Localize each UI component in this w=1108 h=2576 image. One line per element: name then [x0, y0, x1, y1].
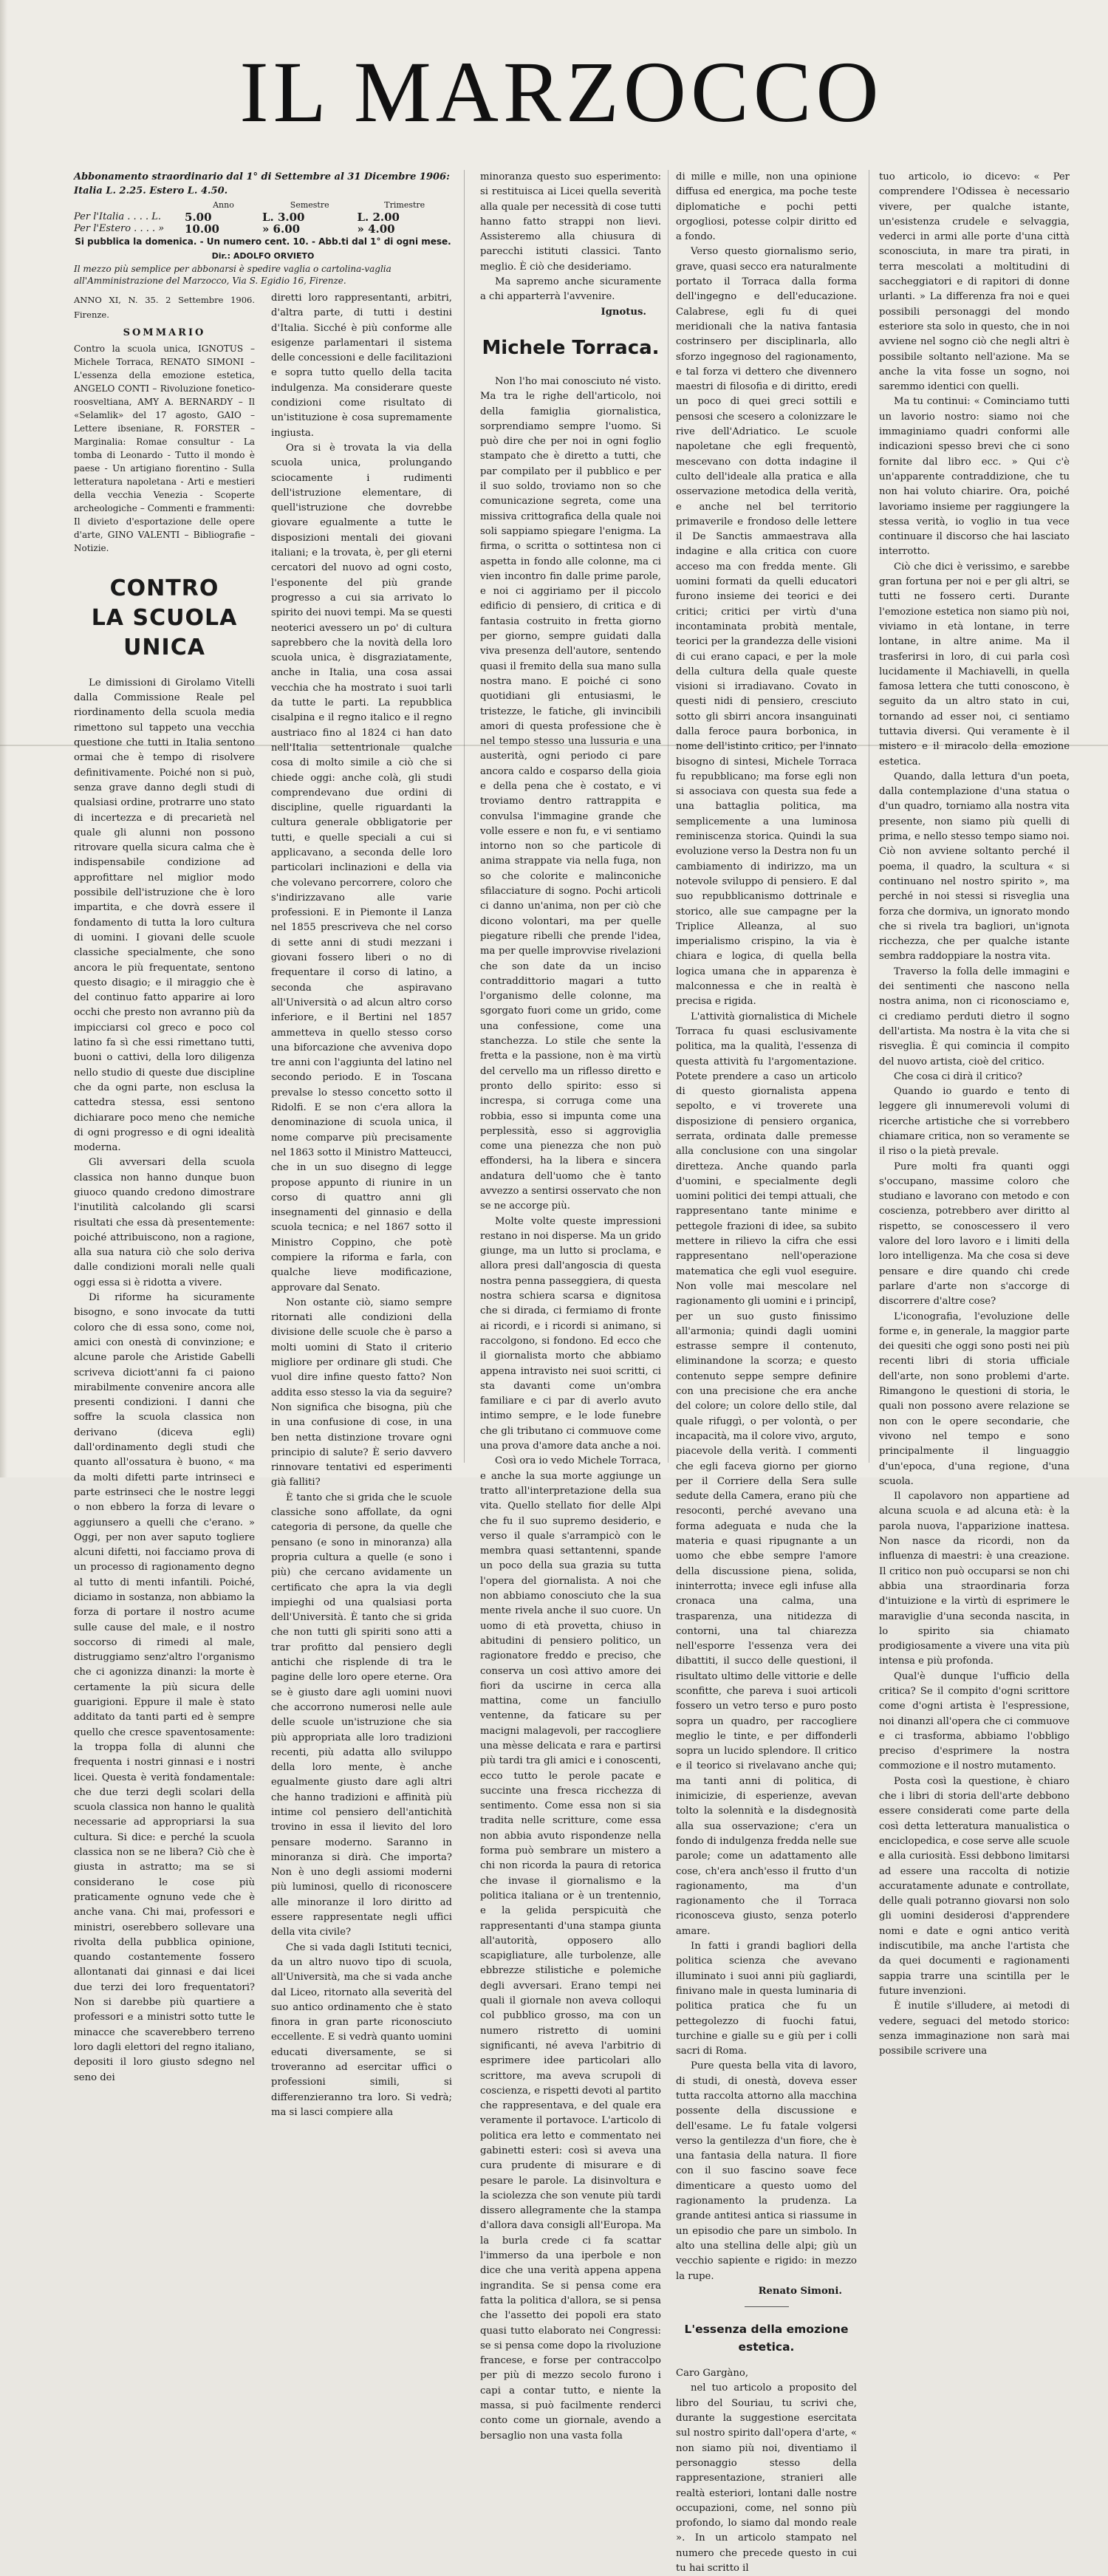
paragraph: nel tuo articolo a proposito del libro del Souriau, tu scrivi che, durante la suggestione esercitata sul nostro spirito dall'opera d'arte, « non siamo più noi, diventiamo il personaggio stesso della rappresentazione, stranieri alle realtà esteriori, lontani dalle nostre occupazioni, come, nel sonno più profondo, lo siamo dal mondo reale ». In un articolo stampato nel numero che precede questo in cui tu hai scritto il — [676, 2382, 857, 2575]
rate-label: Per l'Estero . . . . » — [74, 223, 165, 234]
column-3 — [480, 170, 661, 2442]
paragraph: Quando, dalla lettura d'un poeta, dalla contemplazione d'una statua o d'un quadro, torniamo alla nostra vita presente, non siamo più quelli di prima, e nello stesso tempo siamo noi. Ciò non avviene soltanto perché il poema, il quadro, la scultura « si continuano nel nostro spirito », ma perché in noi stessi si risveglia una forza che dormiva, un ignorato mondo che si rivela tra bagliori, un'ignota ricchezza, che per qualche istante sembra raddoppiare la nostra vita. — [879, 771, 1070, 963]
column-2 — [271, 291, 452, 2118]
paragraph: Ma sapremo anche sicuramente a chi apparterrà l'avvenire. — [480, 276, 661, 303]
column-1 — [74, 290, 255, 2083]
paragraph: L'attività giornalistica di Michele Torraca fu quasi esclusivamente politica, ma la qualità, l'essenza di questa attività fu l'argomentazione. Potete prendere a caso un articolo di questo giornalista appena sepolto, e vi troverete una disposizione di pensiero organica, serrata, ordinata dalle premesse alla conclusione con una singolar diretteza. Anche quando parla d'uomini, e specialmente degli uomini politici dei tempi attuali, che rappresentano tante minime e pettegole frazioni di idee, sa subito mettere in rilievo la cifra che essi rappresentano nell'operazione matematica che egli vuol eseguire. Non volle mai mescolare nel ragionamento gli uomini e i principî, per un suo gusto finissimo all'armonia; quindi dagli uomini estrasse sempre il contenuto, eliminandone la scorza; e questo contenuto seppe sempre definire con una precisione che era anche del colore; un colore dello stile, dal quale rifuggì, o per volontà, o per incapacità, ma il colore vivo, arguto, piacevole della verità. I commenti che egli faceva giorno per giorno per il Corriere della Sera sulle sedute della Camera, erano più che resoconti, perché avevano una forma adeguata e nuda che la materia e quasi ripugnante a un uomo che ebbe sempre l'amore della discussione piena, solida, ininterrotta; invece egli infuse alla cronaca una calma, una trasparenza, una nitidezza di contorni, una tal chiarezza nell'esporre l'essenza vera dei dibattiti, il succo delle questioni, il risultato ultimo delle vittorie e delle sconfitte, che pareva i suoi articoli fossero un vetro terso e puro posto sopra un quadro, per raccogliere meglio le tinte, e per diffonderli sopra un lucido splendore. Il critico e il teorico si rivelavano anche qui; ma tanti anni di politica, di inimicizie, di esperienze, avevan tolto la solennità e la disdegnosità alla sua osservazione; c'era un fondo di indulgenza fredda nelle sue parole; come un adattamento alle cose, ch'era anch'esso il frutto d'un ragionamento, ma d'un ragionamento che il Torraca riconosceva giusto, senza poterlo amare. — [676, 1011, 857, 1937]
dateline: ANNO XI, N. 35. 2 Settembre 1906. Firenze. — [74, 295, 255, 321]
publication-info: Si pubblica la domenica. - Un numero cent. 10. - Abb.ti dal 1° di ogni mese. — [75, 236, 451, 247]
article-title: Michele Torraca. — [482, 336, 660, 359]
signature: Renato Simoni. — [758, 2285, 842, 2297]
paragraph: tuo articolo, io dicevo: « Per comprendere l'Odissea è necessario vivere, per qualche istante, un'esistenza crudele e selvaggia, vederci in armi alle porte d'una città sconosciuta, in mare tra pirati, in terra mescolati a moltitudini di saccheggiatori e di rapitori di donne urlanti. » La differenza fra noi e quei possibili personaggi del mondo esteriore sta solo in questo, che in noi avviene nel sogno ciò che negli altri è possibile soltanto nell'azione. Ma se anche la vita fosse un sogno, noi saremmo identici con quelli. — [879, 171, 1070, 393]
col-header: Semestre — [290, 200, 329, 210]
paragraph: di mille e mille, non una opinione diffusa ed energica, ma poche teste diplomatiche e pochi petti orgogliosi, potesse colpir diritto ed a fondo. — [676, 171, 857, 243]
rate-label: Per l'Italia . . . . L. — [74, 211, 162, 222]
director-line: Dir.: ADOLFO ORVIETO — [211, 251, 315, 261]
paragraph: Non ostante ciò, siamo sempre ritornati alle condizioni della divisione delle scuole che è parso a molti uomini di Stato il criterio migliore per ordinare gli studi. Che vuol dire infine questo fatto? Non addita esso stesso la via da seguire? Non significa che bisogna, più che in una confusione di cose, in una ben netta distinzione trovare ogni principio di salute? È serio davvero rinnovare tentativi ed esperimenti già falliti? — [271, 1296, 452, 1489]
paragraph: Pure molti fra quanti oggi s'occupano, massime coloro che studiano e lavorano con metodo e con coscienza, potrebbero aver diritto al rispetto, se conoscessero il vero valore del loro lavoro e i limiti della loro intelligenza. Ma che cosa si deve pensare e dire quando chi crede parlare d'arte non s'accorge di discorrere d'altre cose? — [879, 1161, 1070, 1308]
paragraph: L'iconografia, l'evoluzione delle forme e, in generale, la maggior parte dei quesiti che oggi sono posti nei più recenti libri di storia ufficiale dell'arte, non sono problemi d'arte. Rimangono le questioni di storia, le quali non possono avere relazione se non con le opere secondarie, che vivono nel tempo e sono principalmente il linguaggio d'un'epoca, d'una regione, d'una scuola. — [879, 1311, 1070, 1487]
paragraph: Molte volte queste impressioni restano in noi disperse. Ma un grido giunge, ma un lutto si proclama, e allora presi dall'angoscia di questa nostra penna passeggiera, di questa nostra schiera scarsa e dignitosa che si dirada, ci fermiamo di fronte ai ricordi, e i ricordi si animano, si raccolgono, si fondono. Ed ecco che il giornalista morto che abbiamo appena intravisto nei suoi scritti, ci sta davanti come un'ombra familiare e ci par di averlo avuto intimo sempre, e le lode funebre che gli tributano ci commuove come una prova d'amore data anche a noi. — [480, 1215, 661, 1452]
subscription-note: Il mezzo più semplice per abbonarsi è spedire vaglia o cartolina-vaglia all'Amministrazione del Marzocco, Via S. Egidio 16, Firenze. — [74, 264, 391, 286]
paragraph: Qual'è dunque l'ufficio della critica? Se il compito d'ogni scrittore come d'ogni artista è l'espressione, noi dinanzi all'opera che ci commuove e ci trasforma, abbiamo l'obbligo preciso d'esprimere la nostra commozione e il nostro mutamento. — [879, 1670, 1070, 1772]
paragraph: Non l'ho mai conosciuto né visto. Ma tra le righe dell'articolo, noi della famiglia giornalistica, sorprendiamo sempre l'uomo. Si può dire che per noi in ogni foglio stampato che è diretto a tutti, che par compilato per il pubblico e per il suo soldo, troviamo non so che comunicazione segreta, come una missiva crittografica della quale noi soli sappiamo spiegare l'enigma. La firma, o scritta o sottintesa non ci aspetta in fondo alle colonne, ma ci vien incontro fin dalle prime parole, e noi ci aggiriamo per il piccolo edificio di pensiero, di critica e di fantasia costruito in fretta giorno per giorno, sempre guidati dalla viva presenza dell'autore, sentendo quasi il fremito della sua mano sulla nostra mano. E poiché ci sono quotidiani gli entusiasmi, le tristezze, le fatiche, gli invincibili amori di questa professione che è nel tempo stesso una lussuria e una austerità, ogni periodo ci pare ancora caldo e cosparso della gioia e della pena che è costato, e vi troviamo dentro rattrappita e convulsa l'immagine grande che volle essere e non fu, e vi sentiamo intorno non so che particole di anima strappate via nella fuga, non so che colorite e malinconiche sfilacciature di sogno. Pochi articoli ci danno un'anima, non per ciò che dicono volontari, ma per quelle piegature ribelli che prende l'idea, ma per quelle improvvise rivelazioni che son date da un inciso contraddittorio magari a tutto l'organismo delle colonne, ma sgorgato fuori come un grido, come una confessione, come una stanchezza. Lo stile che sente la fretta e la passione, non è ma virtù del cervello ma un riflesso diretto e pronto dello spirito: esso si increspa, si corruga come una robbia, esso si impunta come una perplessità, esso si aggroviglia come una pienezza che non può effondersi, ha la libera e sincera andatura dell'uomo che è tanto avvezzo a sentirsi osservato che non se ne accorge più. — [480, 375, 661, 1212]
masthead: IL MARZOCCO — [239, 44, 883, 140]
paragraph: Pure questa bella vita di lavoro, di studi, di onestà, doveva esser tutta raccolta attorno alla macchina possente della discussione e dell'esame. Le fu fatale volgersi verso la gentilezza d'un fiore, che è una fantasia della natura. Il fiore con il suo fascino soave fece dimenticare a questo uomo del ragionamento la prudenza. La grande antitesi antica si riassume in un episodio che pare un simbolo. In alto una stellina delle alpi; giù un vecchio sapiente e rigido: in mezzo la rupe. — [676, 2060, 857, 2282]
rate-anno: 10.00 — [185, 222, 219, 236]
paragraph: In fatti i grandi bagliori della politica scienza che avevano illuminato i suoi anni più gagliardi, finivano male in questa luminaria di politica pratica che fu un pettegolezzo di fuochi fatui, turchine e gialle su e giù per i colli sacri di Roma. — [676, 1941, 857, 2057]
paragraph: Ciò che dici è verissimo, e sarebbe gran fortuna per noi e per gli altri, se tutti ne fossero certi. Durante l'emozione estetica non siamo più noi, viviamo in età lontane, in terre lontane, in altre anime. Ma il trasferirsi in loro, di cui parla così lucidamente il Machiavelli, in quella famosa lettera che tutti conoscono, è seguito da un altro stato in cui, tornando ad esser noi, ci sentiamo tuttavia diversi. Qui veramente è il mistero e il miracolo della emozione estetica. — [879, 561, 1070, 768]
article-title — [74, 574, 255, 663]
paragraph: Gli avversari della scuola classica non hanno dunque buon giuoco quando credono dimostrare l'inutilità calcolando gli scarsi risultati che essa dà presentemente: poiché attribuiscono, non a ragione, alla sua natura ciò che solo deriva dalle condizioni morali nelle quali oggi essa si è ridotta a vivere. — [74, 1157, 255, 1288]
paragraph: Così ora io vedo Michele Torraca, e anche la sua morte aggiunge un tratto all'interpretazione della sua vita. Quello stellato fior delle Alpi che fu il suo supremo desiderio, e verso il quale s'arrampicò con le membra quasi settantenni, spande un poco della sua grazia su tutta l'opera del giornalista. A noi che non abbiamo conosciuto che la sua mente rivela anche il suo cuore. Un uomo di età provetta, chiuso in abitudini di pensiero politico, un ragionatore freddo e preciso, che conserva un così attivo amore dei fiori da uscirne in cerca alla mattina, come un fanciullo ventenne, da faticare su per macigni malagevoli, per raccogliere una mèsse delicata e rara e partirsi più tardi tra gli amici e i conoscenti, ecco tutto le perole pacate e succinte una fresca ricchezza di sentimento. Come essa non si sia tradita nelle scritture, come essa non abbia avuto rispondenze nella forma può sembrare un mistero a chi non ricorda la paura di retorica che invase il giornalismo e la politica italiana or è un trentennio, e la gelida perspicuità che rappresentanti d'una stampa giunta all'autorità, opposero allo scapigliature, alle turbolenze, alle ebbrezze stilistiche e polemiche degli avversari. Erano tempi nei quali il giornale non aveva colloqui col pubblico grosso, ma con un numero ristretto di uomini significanti, né aveva l'arbitrio di esprimere idee particolari allo scrittore, ma aveva scrupoli di coscienza, e rispetti devoti al partito che rappresentava, e del quale era veramente il portavoce. L'articolo di politica era letto e commentato nei gabinetti esteri: così si aveva una cura prudente di misurare e di pesare le parole. La disinvoltura e la sciolezza che son venute più tardi dissero allegramente che la stampa d'allora dava consigli all'Europa. Ma la burla crede ci fa scattar l'immerso da una iperbole e non dice che una verità appena appena ingrandita. Se si pensa come era fatta la politica d'allora, se si pensa che l'assetto dei popoli era stato quasi tutto elaborato nei Congressi: se si pensa come dopo la rivoluzione francese, e forse per contraccolpo per più di mezzo secolo furono i capi a contar tutto, e niente la massa, si può facilmente renderci conto come un giornale, avendo a bersaglio non una vasta folla — [480, 1455, 661, 2442]
rate-semestre: L. 3.00 — [261, 211, 305, 224]
paragraph: Di riforme ha sicuramente bisogno, e sono invocate da tutti coloro che di essa sono, come noi, amici con onestà di convinzione; e alcune parole che Aristide Gabelli scriveva diciott'anni fa ci paiono mirabilmente convenire ancora alle presenti condizioni. I danni che soffre la scuola classica non derivano (diceva egli) dall'ordinamento degli studi che quanto all'ossatura è buono, « ma da molti difetti parte intrinseci e parte estrinseci che le nostre leggi o non ebbero la forza di levare o aggiunsero a quelli che c'erano. » Oggi, per non aver saputo togliere alcuni difetti, noi facciamo prova di un processo di ragionamento degno al tutto di menti infantili. Poiché, diciamo in sostanza, non abbiamo la forza di portare il nostro acume sulle cause del male, e il nostro soccorso di rimedi al male, distruggiamo senz'altro l'organismo che ci agonizza dinanzi: la morte è certamente la più sicura delle guarigioni. Eppure il male è stato additato da tanti parti ed è sempre quello che cresce spaventosamente: la troppa folla di alunni che frequenta i nostri ginnasi e i nostri licei. Questa è verità fondamentale: che due terzi degli scolari della scuola classica non hanno le qualità necessarie ad appropriarsi la sua cultura. Si dice: e perché la scuola classica non se ne libera? Ciò che è giusta in astratto; ma se si considerano le cose più praticamente ognuno vede che è anche vana. Chi mai, professori e ministri, oserebbero sollevare una rivolta della pubblica opinione, quando costantemente fossero allontanati dai ginnasi e dai licei due terzi dei loro frequentatori? Non si darebbe più quartiere a professori e a ministri sotto tutte le minacce che scaverebbero terreno loro dagli elettori del regno italiano, depositi il loro giusto sdegno nel seno dei — [74, 1292, 255, 2083]
paragraph: Posta così la questione, è chiaro che i libri di storia dell'arte debbono essere considerati come parte della così detta letteratura manualistica o enciclopedica, e cose serve alle scuole e alla curiosità. Essi debbono limitarsi ad essere una raccolta di notizie accuratamente adunate e controllate, delle quali potranno giovarsi non solo gli uomini desiderosi d'apprendere nomi e date e ogni antico verità indiscutibile, ma anche l'artista che da quei documenti e ragionamenti sappia trarre una scintilla per le future invenzioni. — [879, 1775, 1070, 1997]
column-4 — [676, 170, 857, 2575]
paragraph: Che si vada dagli Istituti tecnici, da un altro nuovo tipo di scuola, all'Università, ma che si vada anche dal Liceo, ritornato alla severità del suo antico ordinamento che è stato finora in gran parte riconosciuto eccellente. E si vedrà quanto uomini educati diversamente, se si troveranno ad esercitar uffici o professioni simili, si differenzieranno tra loro. Si vedrà; ma si lasci compiere alla — [271, 1941, 452, 2118]
column-5 — [879, 170, 1070, 2057]
paragraph: minoranza questo suo esperimento: si restituisca ai Licei quella severità alla quale per necessità di cose tutti hanno fatto strappi non lievi. Assisteremo alla chiusura di parecchi istituti classici. Tanto meglio. È ciò che desideriamo. — [480, 171, 661, 273]
rate-trimestre: » 4.00 — [357, 222, 395, 236]
title-line: LA SCUOLA UNICA — [91, 604, 238, 660]
paragraph: Che cosa ci dirà il critico? — [894, 1070, 1022, 1082]
paragraph: Caro Gargàno, — [676, 2368, 749, 2379]
subscription-rates — [74, 199, 452, 235]
rates-header — [74, 199, 452, 211]
summary-text: Contro la scuola unica, IGNOTUS – Michele Torraca, RENATO SIMONI – L'essenza della emozione estetica, ANGELO CONTI – Rivoluzione fonetico-roosveltiana, AMY A. BERNARDY – Il «Selamlik» del 17 agosto, GAIO – Lettere ibseniane, R. FORSTER – Marginalia: Romae consultur - La tomba di Leonardo - Tutto il mondo è paese - Un artigiano fiorentino - Sulla letteratura napoletana - Arti e mestieri della vecchia Venezia - Scoperte archeologiche – Commenti e frammenti: Il divieto d'esportazione delle opere d'arte, GINO VALENTI – Bibliografie – Notizie. — [74, 343, 255, 553]
paragraph: Quando io guardo e tento di leggere gli innumerevoli volumi di ricerche artistiche che si vorrebbero chiamare critica, non so veramente se il riso o la pietà prevale. — [879, 1086, 1070, 1158]
paragraph: Traverso la folla delle immagini e dei sentimenti che nascono nella nostra anima, non ci riconosciamo e, ci crediamo perduti dietro il sogno dell'artista. Ma nostra è la vita che si risveglia. È qui comincia il compito del nuovo artista, cioè del critico. — [879, 966, 1070, 1067]
signature: Ignotus. — [601, 306, 646, 318]
rate-row — [74, 223, 452, 235]
divider — [745, 2306, 789, 2307]
paragraph: Verso questo giornalismo serio, grave, quasi secco era naturalmente portato il Torraca dalla forma dell'ingegno e dell'educazione. Calabrese, egli fu di quei meridionali che la nativa fantasia costrinsero per disciplinarla, allo sforzo ingegnoso del ragionamento, e tal forza vi dettero che divennero maestri di filosofia e di diritto, eredi un poco di quei greci sottili e pensosi che scesero a colonizzare le rive dell'Adriatico. Le scuole napoletane che egli frequentò, mescevano con dotta indagine il culto dell'ideale alla pratica e alla osservazione metodica della verità, e anche nel bel territorio primaverile e frondoso delle lettere il De Sanctis ammaestrava alla indagine e alla critica con cuore acceso ma con fredda mente. Gli uomini formati da quelli educatori furono insieme dei teorici e dei critici; critici per virtù d'una incontaminata probità mentale, teorici per la grandezza delle visioni di cui erano capaci, e per la mole della cultura della quale queste visioni si irradiavano. Covato in questi nidi di pensiero, cresciuto sotto gli sbirri ancora insanguinati dalla feroce paura borbonica, in nome dell'istinto critico, per l'innato bisogno di sintesi, Michele Torraca fu repubblicano; ma forse egli non si associava con questa sua fede a una battaglia politica, ma semplicemente a una luminosa reminiscenza storica. Quindi la sua evoluzione verso la Destra non fu un cambiamento di indirizzo, ma un notevole sviluppo di pensiero. E dal suo repubblicanismo dottrinale e storico, alle sue campagne per la Triplice Alleanza, al suo imperialismo crispino, la via è chiara e logica, di quella bella logica umana che in apparenza è malconnessa e che in realtà è precisa e rigida. — [676, 246, 857, 1008]
paragraph: Ma tu continui: « Cominciamo tutti un lavorio nostro: siamo noi che immaginiamo quadri conformi alle indicazioni spesso brevi che ci sono fornite dal libro ecc. » Qui c'è un'apparente contraddizione, che tu non hai voluto chiarire. Ora, poiché lavoriamo insieme per raggiungere la stessa verità, io voglio in tua vece continuare il discorso che hai lasciato interrotto. — [879, 396, 1070, 558]
subscription-box — [74, 170, 452, 288]
col-header: Trimestre — [384, 200, 425, 210]
summary-title: SOMMARIO — [123, 327, 206, 338]
paragraph: Il capolavoro non appartiene ad alcuna scuola e ad alcuna età: è la parola nuova, l'apparizione inattesa. Non nasce da ricordi, non da influenza di maestri: è una creazione. Il critico non può occuparsi se non chi abbia una straordinaria forza d'intuizione e la virtù di esprimere le maraviglie d'una seconda nascita, in lo spirito sia chiamato prodigiosamente a vivere una vita più intensa e più profonda. — [879, 1491, 1070, 1667]
paragraph: È tanto che si grida che le scuole classiche sono affollate, da ogni categoria di persone, da quelle che pensano (e sono in minoranza) alla propria cultura a quelle (e sono i più) che cercano avidamente un certificato che apra la via degli impieghi od una qualsiasi porta dell'Università. È tanto che si grida che non tutti gli spiriti sono atti a trar profitto dal pensiero degli antichi che risplende di tra le pagine delle loro opere eterne. Ora se è giusto dare agli uomini nuovi che accorrono numerosi nelle aule delle scuole un'istruzione che sia più appropriata alle loro tradizioni recenti, più adatta allo sviluppo della loro mente, è anche egualmente giusto dare agli altri che hanno tradizioni e affinità più intime col pensiero dell'antichità trovino in essa il lievito del loro pensare moderno. Saranno in minoranza si dirà. Che importa? Non è uno degli assiomi moderni più luminosi, quello di riconoscere alle minoranze il loro diritto ad essere rappresentate negli uffici della vita civile? — [271, 1492, 452, 1938]
col-header: Anno — [213, 200, 234, 210]
article-title: L'essenza della emozione estetica. — [684, 2323, 849, 2354]
paragraph: Le dimissioni di Girolamo Vitelli dalla Commissione Reale pel riordinamento della scuola media rimettono sul tappeto una vecchia questione che tutti in Italia sentono ormai che è tempo di risolvere definitivamente. Poiché non si può, senza grave danno degli studi di qualsiasi ordine, protrarre uno stato di incertezza e di precarietà nel quale gli alunni non possono ritrovare quella sicura calma che è indispensabile condizione ad approfittare nel miglior modo possibile dell'istruzione che è loro impartita, e che dovrà essere il fondamento di tutta la loro cultura di uomini. I giovani delle scuole classiche specialmente, che sono ancora le più frequentate, sentono questo disagio; e il miraggio che è del continuo fatto apparire ai loro occhi che presto non avranno più da impicciarsi col greco e poco col latino fa sì che essi rimettano tutti, buoni o cattivi, della loro diligenza nello studio di queste due discipline che da ogni parte, non esclusa la cattedra stessa, essi sentono dichiarare poco meno che nemiche di ogni progresso e di ogni idealità moderna. — [74, 677, 255, 1154]
subscription-headline: Abbonamento straordinario dal 1° di Settembre al 31 Dicembre 1906: Italia L. 2.25. Estero L. 4.50. — [74, 171, 450, 197]
paragraph: Ora si è trovata la via della scuola unica, prolungando sciocamente i rudimenti dell'istruzione elementare, di quell'istruzione che dovrebbe giovare egualmente a tutte le disposizioni mentali dei giovani italiani; e la trovata, è, per gli eterni cercatori del nuovo ad ogni costo, l'esponente del più grande progresso a cui sia arrivato lo spirito dei nuovi tempi. Ma se questi neoterici avessero un po' di cultura saprebbero che la novità della loro scuola unica, è disgraziatamente, anche in Italia, una cosa assai vecchia che ha mostrato i suoi tarli da tutte le parti. La repubblica cisalpina e il regno italico e il regno austriaco fino al 1824 ci han dato nell'Italia settentrionale qualche cosa di molto simile a ciò che si chiede oggi: anche colà, gli studi comprendevano due ordini di discipline, quelle riguardanti la cultura generale obbligatorie per tutti, e quelle speciali a cui si applicavano, a seconda delle loro particolari inclinazioni e della via che volevano percorrere, coloro che s'indirizzavano alle varie professioni. E in Piemonte il Lanza nel 1855 prescriveva che nel corso di sette anni di studi mezzani i giovani fossero liberi o no di frequentare il corso di latino, a seconda che aspiravano all'Università o ad alcun altro corso inferiore, e il Bertini nel 1857 ammetteva in quello stesso corso una biforcazione che avveniva dopo tre anni con l'aggiunta del latino nel secondo periodo. E in Toscana prevalse lo stesso concetto sotto il Ridolfi. E se non c'era allora la denominazione di scuola unica, il nome comparve più precisamente nel 1863 sotto il Ministro Matteucci, che in un suo disegno di legge propose appunto di riunire in un corso di quattro anni gli insegnamenti del ginnasio e della scuola tecnica; e nel 1867 sotto il Ministro Coppino, che potè compiere la riforma e farla, con qualche lieve modificazione, approvare dal Senato. — [271, 442, 452, 1294]
rate-trimestre: L. 2.00 — [357, 211, 400, 224]
rate-semestre: » 6.00 — [261, 222, 301, 236]
title-line: CONTRO — [109, 575, 219, 601]
paragraph: diretti loro rappresentanti, arbitri, d'altra parte, di tutti i destini d'Italia. Sicché è più conforme alle esigenze parlamentari il sistema delle concessioni e delle facilitazioni e sopra tutto quello della tacita indulgenza. Ma considerare queste condizioni come risultato di un'istituzione è cosa supremamente ingiusta. — [271, 293, 452, 439]
rate-anno: 5.00 — [185, 211, 212, 224]
column-rule — [464, 170, 465, 1463]
rate-row — [74, 211, 452, 223]
page-edge — [0, 0, 7, 1477]
paragraph: È inutile s'illudere, ai metodi di vedere, seguaci del metodo storico: senza immaginazione non sarà mai possibile scrivere una — [879, 2001, 1070, 2057]
